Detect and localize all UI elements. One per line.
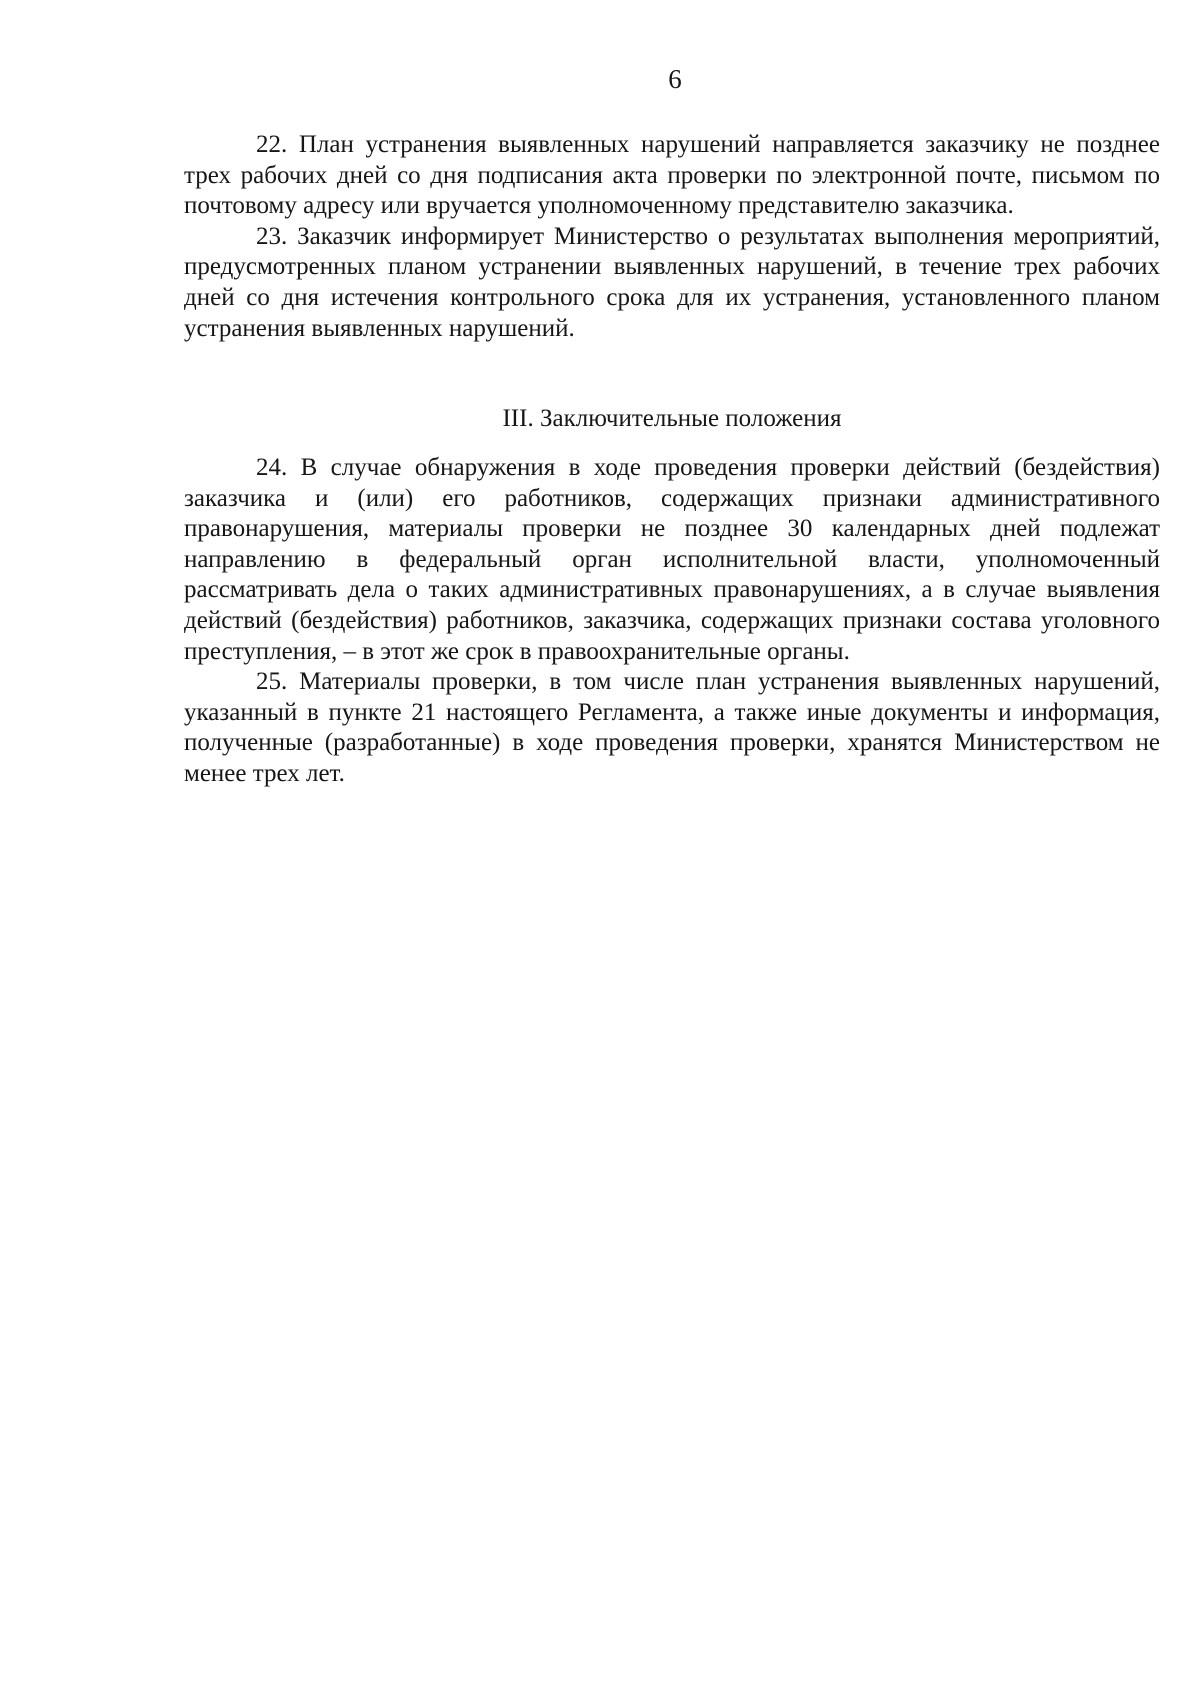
- paragraph-24: 24. В случае обнаружения в ходе проведения проверки действий (бездействия) заказчика и (или) его работников, содержащих признаки административного правонарушения, материалы проверки не позднее 30 календарных дней подлежат направлению в федеральный орган исполнительной власти, уполномоченный рассматривать дела о таких административных правонарушениях, а в случае выявления действий (бездействия) работников, заказчика, содержащих признаки состава уголовного преступления, – в этот же срок в правоохранительные органы.: [184, 454, 1160, 665]
- paragraph-25: 25. Материалы проверки, в том числе план устранения выявленных нарушений, указанный в пункте 21 настоящего Регламента, а также иные документы и информация, полученные (разработанные) в ходе проведения проверки, хранятся Министерством не менее трех лет.: [184, 668, 1160, 787]
- section-heading: III. Заключительные положения: [502, 405, 842, 432]
- text-block-before-section: [184, 130, 1160, 344]
- paragraph-22: 22. План устранения выявленных нарушений направляется заказчику не позднее трех рабочих дней со дня подписания акта проверки по электронной почте, письмом по почтовому адресу или вручается уполномоченному представителю заказчика.: [184, 131, 1160, 220]
- paragraph-23: 23. Заказчик информирует Министерство о результатах выполнения мероприятий, предусмотренных планом устранении выявленных нарушений, в течение трех рабочих дней со дня истечения контрольного срока для их устранения, установленного планом устранения выявленных нарушений.: [184, 222, 1160, 342]
- page-number: 6: [668, 64, 682, 94]
- text-block-after-section: [184, 453, 1160, 790]
